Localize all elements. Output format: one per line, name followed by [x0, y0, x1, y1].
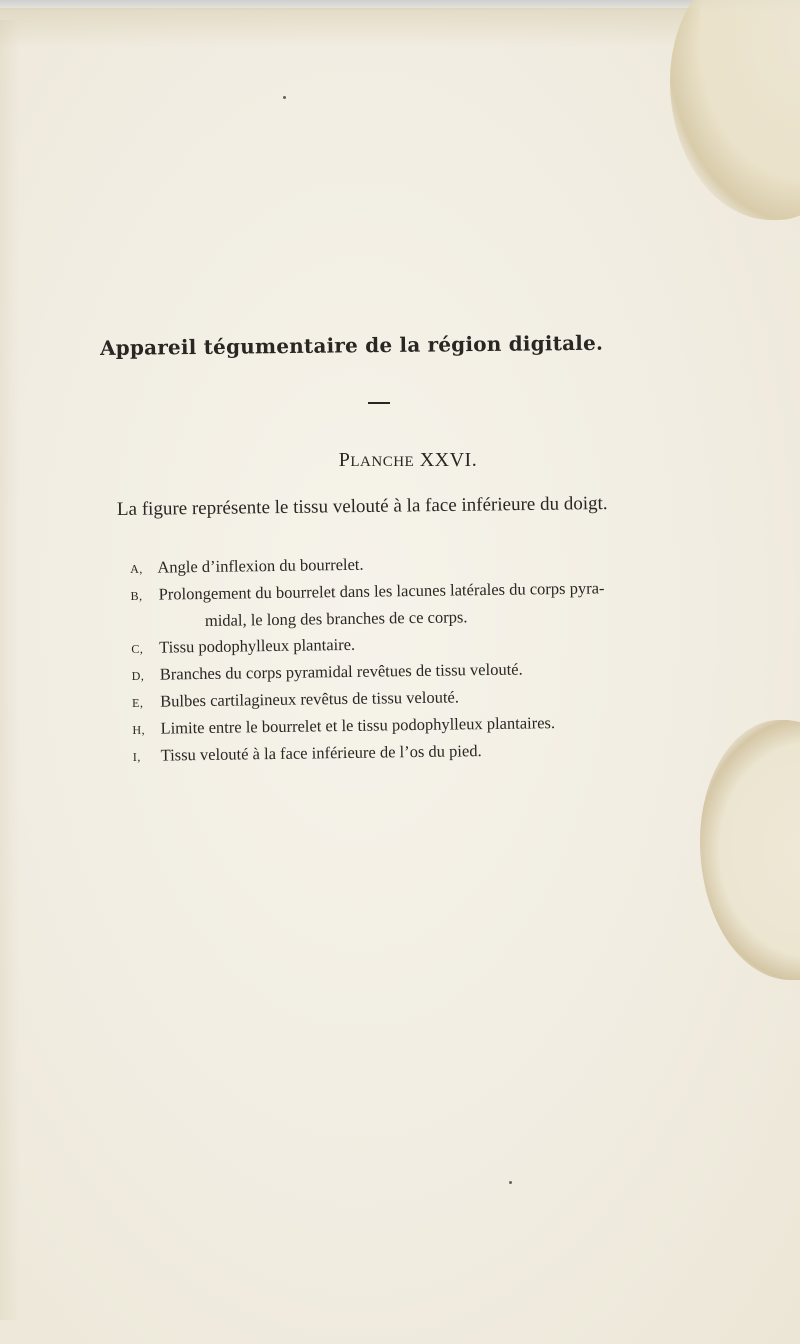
legend-letter: H, [132, 722, 146, 737]
legend-letter: B, [130, 588, 143, 603]
water-stain-right [700, 720, 800, 980]
title-rule [368, 402, 390, 404]
legend-text: Limite entre le bourrelet et le tissu podophylleux plantaires. [160, 713, 556, 738]
legend-text: Tissu podophylleux plantaire. [158, 634, 356, 657]
legend-letter: E, [131, 695, 144, 710]
left-edge-stain [0, 20, 20, 1320]
ink-speck [509, 1181, 512, 1184]
legend-letter: A, [130, 561, 143, 576]
plate-number: XXVI. [419, 449, 478, 471]
legend-text: Angle d’inflexion du bourrelet. [157, 554, 364, 577]
plate-title-word: LANCHE [350, 454, 415, 470]
page-top-edge [0, 0, 800, 10]
plate-title-first-letter: P [338, 449, 351, 471]
legend-letter: C, [131, 641, 144, 656]
legend-text: Tissu velouté à la face inférieure de l’os du pied. [160, 741, 482, 765]
figure-legend [130, 547, 693, 770]
figure-caption: La figure représente le tissu velouté à la face inférieure du doigt. [116, 493, 608, 520]
legend-letter: I, [132, 749, 141, 764]
top-edge-stain [0, 8, 700, 48]
legend-text: Prolongement du bourrelet dans les lacunes latérales du corps pyra- [158, 578, 605, 604]
water-stain-top-right [670, 0, 800, 220]
legend-text: Branches du corps pyramidal revêtues de tissu velouté. [159, 659, 523, 684]
legend-text: midal, le long des branches de ce corps. [204, 607, 468, 630]
plate-title [0, 449, 800, 472]
legend-text: Bulbes cartilagineux revêtus de tissu velouté. [160, 687, 460, 711]
ink-speck [283, 96, 286, 99]
section-heading: Appareil tégumentaire de la région digitale. [99, 330, 604, 360]
legend-letter: D, [131, 668, 145, 683]
